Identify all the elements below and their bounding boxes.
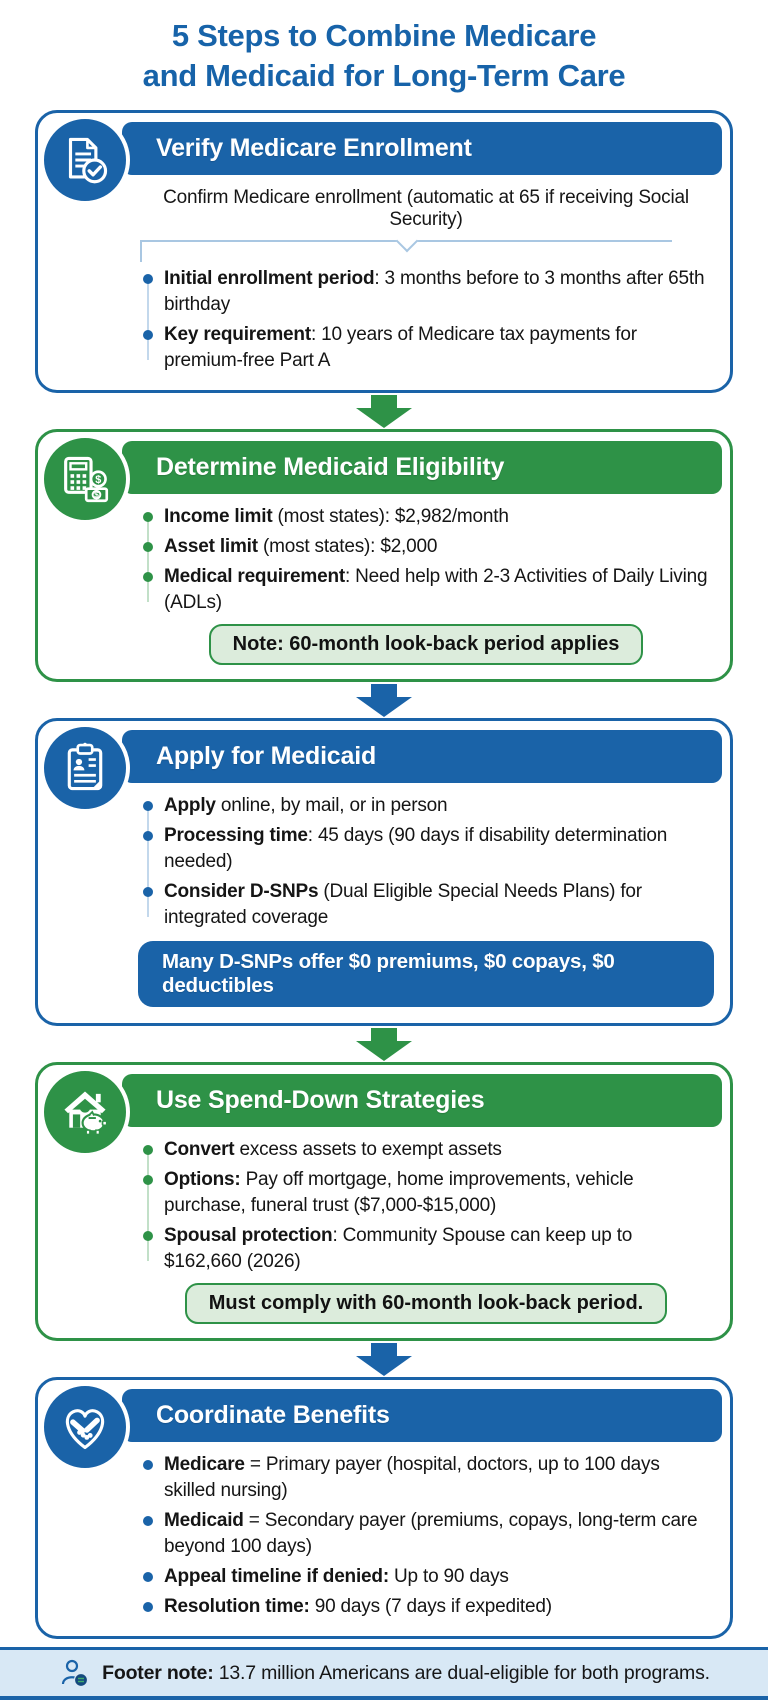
step-3-title: Apply for Medicaid <box>156 742 377 771</box>
bullet-item: Apply online, by mail, or in person <box>138 793 714 819</box>
step-card-3 <box>35 718 733 1026</box>
svg-text:$: $ <box>94 489 99 500</box>
bullet-item: Medicare = Primary payer (hospital, doctors, up to 100 days skilled nursing) <box>138 1452 714 1504</box>
step-2-bullet-list <box>138 504 714 616</box>
bullet-item: Processing time: 45 days (90 days if disability determination needed) <box>138 823 714 875</box>
bullet-item: Income limit (most states): $2,982/month <box>138 504 714 530</box>
bullet-item: Medical requirement: Need help with 2-3 Activities of Daily Living (ADLs) <box>138 564 714 616</box>
person-badge-icon <box>58 1656 92 1690</box>
down-arrow <box>0 1026 768 1062</box>
bullet-item: Options: Pay off mortgage, home improvements, vehicle purchase, funeral trust ($7,000-$15,000) <box>138 1167 714 1219</box>
step-1-intro: Confirm Medicare enrollment (automatic at 65 if receiving Social Security) <box>163 186 689 230</box>
step-1-title: Verify Medicare Enrollment <box>156 133 472 162</box>
svg-text:$: $ <box>95 474 102 487</box>
step-5-bullet-list <box>138 1452 714 1620</box>
page-title <box>0 0 768 96</box>
bracket-divider <box>140 240 672 262</box>
step-2-title: Determine Medicaid Eligibility <box>156 453 505 482</box>
bracket-notch <box>396 230 419 253</box>
step-card-4 <box>35 1062 733 1341</box>
house-piggybank-icon <box>40 1067 130 1157</box>
clipboard-person-icon <box>40 723 130 813</box>
step-1-bullet-list <box>138 266 714 374</box>
bullet-item: Convert excess assets to exempt assets <box>138 1137 714 1163</box>
bullet-item: Appeal timeline if denied: Up to 90 days <box>138 1564 714 1590</box>
bullet-item: Medicaid = Secondary payer (premiums, copays, long-term care beyond 100 days) <box>138 1508 714 1560</box>
step-5-title: Coordinate Benefits <box>156 1401 390 1430</box>
footer-note: Footer note: 13.7 million Americans are dual-eligible for both programs. <box>102 1661 710 1684</box>
footer-bar <box>0 1647 768 1700</box>
step-card-1 <box>35 110 733 393</box>
bullet-item: Resolution time: 90 days (7 days if expedited) <box>138 1594 714 1620</box>
step-card-5 <box>35 1377 733 1639</box>
calculator-money-icon <box>40 434 130 524</box>
step-1-header <box>122 122 722 175</box>
step-4-title: Use Spend-Down Strategies <box>156 1086 485 1115</box>
bullet-item: Initial enrollment period: 3 months before to 3 months after 65th birthday <box>138 266 714 318</box>
page-title-line1: 5 Steps to Combine Medicare <box>171 18 597 53</box>
document-check-icon <box>40 115 130 205</box>
step-4-bullet-list <box>138 1137 714 1275</box>
step-2-header <box>122 441 722 494</box>
step-card-2 <box>35 429 733 682</box>
step-3-bullet-list <box>138 793 714 931</box>
bullet-item: Key requirement: 10 years of Medicare tax payments for premium-free Part A <box>138 322 714 374</box>
down-arrow <box>0 1341 768 1377</box>
step-4-header <box>122 1074 722 1127</box>
bullet-item: Asset limit (most states): $2,000 <box>138 534 714 560</box>
page-title-line2: and Medicaid for Long-Term Care <box>142 57 626 93</box>
highlight-pill: Many D-SNPs offer $0 premiums, $0 copays, $0 deductibles <box>138 941 714 1007</box>
bullet-item: Spousal protection: Community Spouse can keep up to $162,660 (2026) <box>138 1223 714 1275</box>
bullet-item: Consider D-SNPs (Dual Eligible Special Needs Plans) for integrated coverage <box>138 879 714 931</box>
down-arrow <box>0 393 768 429</box>
heart-handshake-icon <box>40 1382 130 1472</box>
step-5-header <box>122 1389 722 1442</box>
note-badge: Note: 60-month look-back period applies <box>209 624 644 665</box>
note-badge: Must comply with 60-month look-back period. <box>185 1283 667 1324</box>
down-arrow <box>0 682 768 718</box>
step-3-header <box>122 730 722 783</box>
